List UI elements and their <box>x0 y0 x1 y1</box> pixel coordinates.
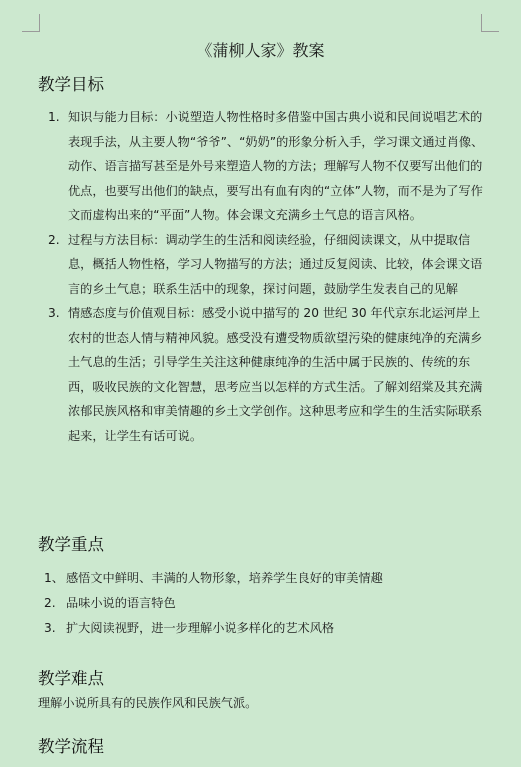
section-heading-difficulties: 教学难点 <box>38 669 104 688</box>
list-item-number: 2. <box>48 232 60 247</box>
list-item-text: 知识与能力目标：小说塑造人物性格时多借鉴中国古典小说和民间说唱艺术的表现手法，从主要人物“爷爷”、“奶奶”的形象分析入手，学习课文通过肖像、动作、语言描写甚至是外号来塑造人物的方法；理解写人物不仅要写出他们的优点，也要写出他们的缺点，要写出有血有肉的“立体”人物，而不是为了写作文而虚构出来的“平面”人物。体会课文充满乡土气息的语言风格。 <box>68 110 484 222</box>
list-item-text: 过程与方法目标：调动学生的生活和阅读经验，仔细阅读课文，从中提取信息，概括人物性格，学习人物描写的方法；通过反复阅读、比较，体会课文语言的乡土气息；联系生活中的现象，探讨问题，鼓励学生发表自己的见解 <box>68 232 483 296</box>
list-item-number: 2. <box>44 596 56 610</box>
section-heading-objectives: 教学目标 <box>38 75 104 94</box>
list-item-number: 1、 <box>44 571 64 585</box>
section-heading-key-points: 教学重点 <box>38 535 104 554</box>
list-item <box>38 228 488 302</box>
list-item-number: 3. <box>48 306 60 320</box>
list-item-number: 3. <box>44 621 56 635</box>
difficulties-text: 理解小说所具有的民族作风和民族气派。 <box>38 696 258 710</box>
list-item <box>38 566 488 591</box>
list-item-text: 扩大阅读视野，进一步理解小说多样化的艺术风格 <box>66 621 335 635</box>
key-points-list <box>38 566 488 641</box>
list-item-text: 情感态度与价值观目标：感受小说中描写的 20 世纪 30 年代京东北运河岸上农村的世态人情与精神风貌。感受没有遭受物质欲望污染的健康纯净的充满乡土气息的生活；引导学生关注这种健康纯净的生活中属于民族的、传统的东西，吸收民族的文化智慧，思考应当以怎样的方式生活。了解刘绍棠及其充满浓郁民族风格和审美情趣的乡土文学创作。这种思考应和学生的生活实际联系起来，让学生有话可说。 <box>68 306 483 443</box>
list-item <box>38 105 488 228</box>
crop-mark-top-left <box>22 14 40 32</box>
list-item-number: 1. <box>48 110 60 124</box>
list-item <box>38 616 488 641</box>
document-title: 《蒲柳人家》教案 <box>196 41 325 60</box>
list-item <box>38 591 488 616</box>
objectives-list <box>38 105 488 448</box>
section-heading-process: 教学流程 <box>38 737 104 756</box>
list-item-text: 感悟文中鲜明、丰满的人物形象，培养学生良好的审美情趣 <box>66 571 383 585</box>
list-item <box>38 301 488 448</box>
crop-mark-top-right <box>481 14 499 32</box>
list-item-text: 品味小说的语言特色 <box>66 596 176 610</box>
